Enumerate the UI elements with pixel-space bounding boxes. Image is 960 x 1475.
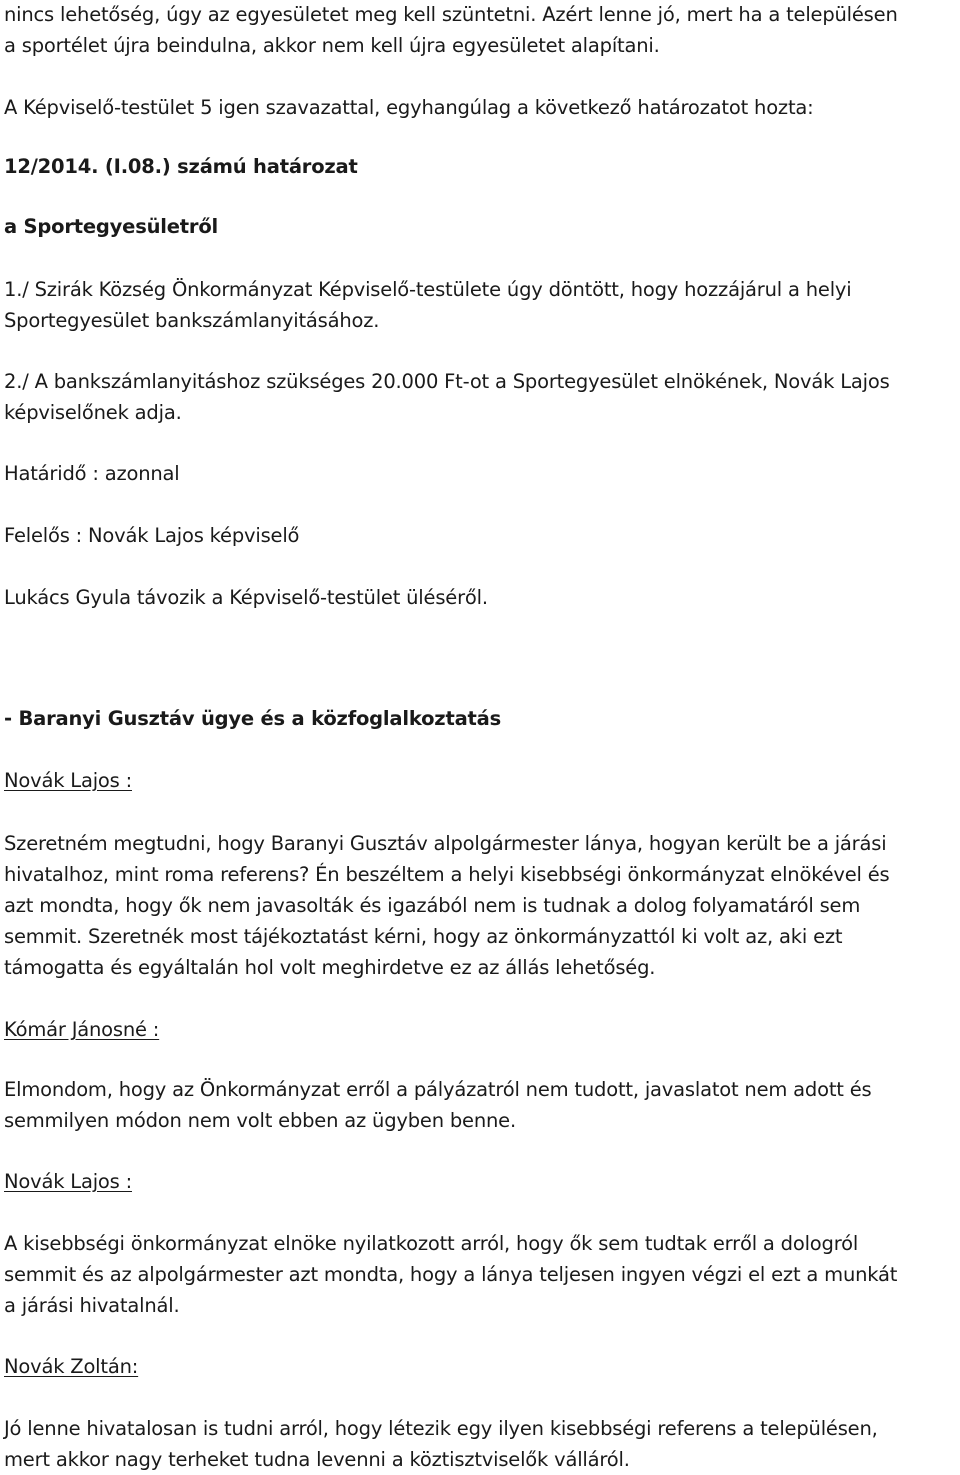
text-line: semmilyen módon nem volt ebben az ügyben benne. bbox=[4, 1109, 516, 1132]
speech-paragraph bbox=[4, 1228, 956, 1321]
text-line: nincs lehetőség, úgy az egyesületet meg kell szüntetni. Azért lenne jó, mert ha a településen bbox=[4, 3, 898, 26]
text-line: mert akkor nagy terheket tudna levenni a köztisztviselők válláról. bbox=[4, 1448, 630, 1471]
speaker-name: Novák Lajos : bbox=[4, 769, 132, 792]
speaker-name: Kómár Jánosné : bbox=[4, 1018, 160, 1041]
text-line: semmit és az alpolgármester azt mondta, hogy a lánya teljesen ingyen végzi el ezt a munkát bbox=[4, 1263, 898, 1286]
vote-sentence: A Képviselő-testület 5 igen szavazattal, egyhangúlag a következő határozatot hozta: bbox=[4, 96, 814, 119]
text-line: Sportegyesület bankszámlanyitásához. bbox=[4, 309, 380, 332]
text-line: Szeretném megtudni, hogy Baranyi Gusztáv alpolgármester lánya, hogyan került be a járási bbox=[4, 832, 887, 855]
speech-paragraph bbox=[4, 1413, 956, 1475]
speaker-name: Novák Zoltán: bbox=[4, 1355, 139, 1378]
text-line: 2./ A bankszámlanyitáshoz szükséges 20.000 Ft-ot a Sportegyesület elnökének, Novák Lajos bbox=[4, 370, 890, 393]
intro-paragraph bbox=[4, 0, 956, 61]
text-line: A kisebbségi önkormányzat elnöke nyilatkozott arról, hogy ők sem tudtak erről a dologról bbox=[4, 1232, 859, 1255]
text-line: Jó lenne hivatalosan is tudni arról, hogy létezik egy ilyen kisebbségi referens a településen, bbox=[4, 1417, 878, 1440]
text-line: a járási hivatalnál. bbox=[4, 1294, 180, 1317]
text-line: támogatta és egyáltalán hol volt meghirdetve ez az állás lehetőség. bbox=[4, 956, 656, 979]
text-line: azt mondta, hogy ők nem javasolták és igazából nem is tudnak a dolog folyamatáról sem bbox=[4, 894, 861, 917]
resolution-deadline: Határidő : azonnal bbox=[4, 462, 180, 485]
resolution-point-2 bbox=[4, 366, 956, 428]
departure-note: Lukács Gyula távozik a Képviselő-testület üléséről. bbox=[4, 586, 488, 609]
text-line: hivatalhoz, mint roma referens? Én beszéltem a helyi kisebbségi önkormányzat elnökével és bbox=[4, 863, 890, 886]
speaker-name: Novák Lajos : bbox=[4, 1170, 132, 1193]
resolution-responsible: Felelős : Novák Lajos képviselő bbox=[4, 524, 300, 547]
resolution-subject: a Sportegyesületről bbox=[4, 215, 219, 238]
text-line: képviselőnek adja. bbox=[4, 401, 182, 424]
section-heading: - Baranyi Gusztáv ügye és a közfoglalkoztatás bbox=[4, 707, 502, 730]
speech-paragraph bbox=[4, 1074, 956, 1136]
text-line: 1./ Szirák Község Önkormányzat Képviselő-testülete úgy döntött, hogy hozzájárul a helyi bbox=[4, 278, 852, 301]
text-line: Elmondom, hogy az Önkormányzat erről a pályázatról nem tudott, javaslatot nem adott és bbox=[4, 1078, 872, 1101]
resolution-point-1 bbox=[4, 274, 956, 336]
resolution-number: 12/2014. (I.08.) számú határozat bbox=[4, 155, 358, 178]
speech-paragraph bbox=[4, 828, 956, 983]
text-line: semmit. Szeretnék most tájékoztatást kérni, hogy az önkormányzattól ki volt az, aki ezt bbox=[4, 925, 843, 948]
text-line: a sportélet újra beindulna, akkor nem kell újra egyesületet alapítani. bbox=[4, 34, 660, 57]
